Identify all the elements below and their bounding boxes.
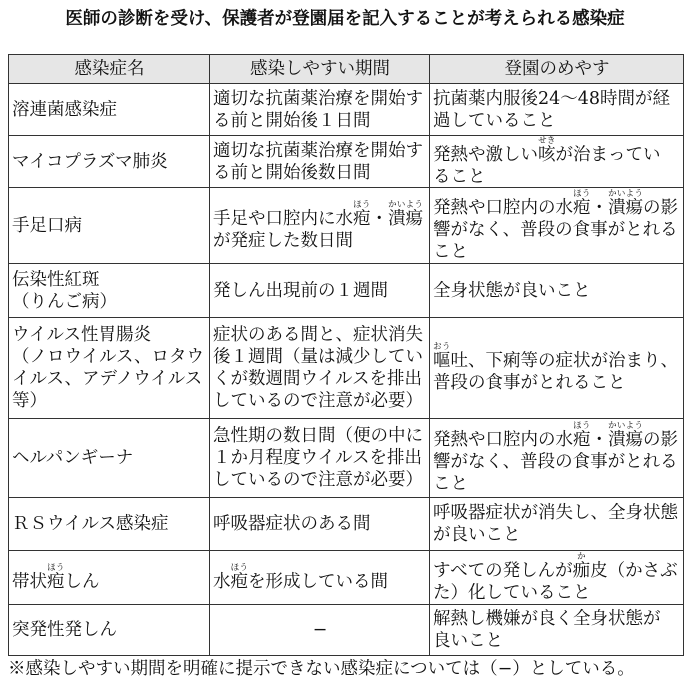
text-run: 帯状 bbox=[12, 571, 47, 592]
text-run: 適切な抗菌薬治療を開始す る前と開始後数日間 bbox=[213, 140, 423, 183]
text-run: 伝染性紅斑 （りんご病） bbox=[12, 269, 117, 312]
text-run: 発熱や口腔内の水 bbox=[433, 197, 573, 218]
cell-text bbox=[12, 324, 204, 412]
cell-text bbox=[433, 421, 678, 495]
cell-text bbox=[213, 88, 423, 132]
cell-attendance-guideline bbox=[430, 136, 684, 188]
ruby-annotated-text bbox=[572, 551, 591, 581]
text-run: 呼吸器症状のある間 bbox=[213, 514, 371, 534]
text-run: を形成している間 bbox=[248, 571, 388, 592]
text-run: 発しん出現前の１週間 bbox=[213, 280, 388, 301]
text-run: が治まってい ること bbox=[433, 144, 661, 187]
cell-text bbox=[433, 552, 678, 604]
text-run: 手足口病 bbox=[12, 215, 82, 236]
cell-text bbox=[213, 324, 423, 412]
cell-text bbox=[433, 136, 661, 188]
text-run: 皮（かさぶ た）化していること bbox=[433, 560, 678, 603]
text-run: 水 bbox=[213, 571, 231, 592]
ruby-reading: かいよう bbox=[608, 421, 643, 431]
header-attendance-guideline: 登園のめやす bbox=[430, 55, 684, 84]
text-run: すべての発しんが bbox=[433, 560, 573, 581]
ruby-annotated-text bbox=[353, 199, 371, 229]
text-run: ＲＳウイルス感染症 bbox=[12, 514, 169, 534]
cell-text bbox=[12, 151, 168, 173]
footnote: ※感染しやすい期間を明確に提示できない感染症については（−）としている。 bbox=[8, 659, 635, 679]
cell-disease-name bbox=[9, 264, 210, 318]
text-run: 溶連菌感染症 bbox=[12, 99, 117, 120]
cell-attendance-guideline bbox=[430, 419, 684, 498]
cell-infectious-period bbox=[210, 264, 430, 318]
ruby-base: 咳 bbox=[538, 144, 556, 165]
ruby-base: 疱 bbox=[573, 197, 591, 218]
cell-infectious-period bbox=[210, 419, 430, 498]
text-run: 発熱や激しい bbox=[433, 144, 538, 165]
ruby-reading: せき bbox=[538, 135, 556, 146]
text-run: 症状のある間と、症状消失 後１週間（量は減少してい くが数週間ウイルスを排出 しているので注意が必要） bbox=[213, 325, 423, 411]
ruby-base: 疱 bbox=[47, 571, 65, 592]
cell-infectious-period bbox=[210, 498, 430, 551]
cell-text bbox=[12, 619, 117, 641]
text-run: 呼吸器症状が消失し、全身状態 が良いこと bbox=[433, 503, 678, 545]
text-run: ウイルス性胃腸炎 （ノロウイルス、ロタウ イルス、アデノウイルス 等） bbox=[12, 325, 204, 411]
cell-disease-name bbox=[9, 498, 210, 551]
cell-infectious-period bbox=[210, 318, 430, 419]
cell-infectious-period bbox=[210, 84, 430, 136]
ruby-annotated-text bbox=[47, 562, 65, 592]
ruby-base: 潰瘍 bbox=[608, 197, 643, 218]
cell-attendance-guideline bbox=[430, 551, 684, 605]
cell-text bbox=[433, 608, 661, 652]
cell-attendance-guideline bbox=[430, 264, 684, 318]
cell-attendance-guideline bbox=[430, 605, 684, 656]
text-run: 突発性発しん bbox=[12, 620, 117, 640]
cell-text bbox=[433, 502, 678, 546]
ruby-base: 潰瘍 bbox=[608, 430, 643, 450]
cell-text bbox=[213, 513, 371, 535]
cell-disease-name bbox=[9, 605, 210, 656]
ruby-base: 嘔 bbox=[433, 351, 451, 371]
cell-text bbox=[12, 99, 117, 121]
text-run: の影 響がなく、普段の食事がとれる こと bbox=[433, 197, 678, 262]
text-run: 発熱や口腔内の水 bbox=[433, 430, 573, 450]
ruby-reading: ほう bbox=[353, 199, 371, 210]
cell-disease-name bbox=[9, 84, 210, 136]
cell-attendance-guideline bbox=[430, 318, 684, 419]
infection-table bbox=[8, 54, 684, 656]
text-run: 手足や口腔内に水 bbox=[213, 208, 353, 229]
ruby-base: 疱 bbox=[573, 430, 591, 450]
text-run: 急性期の数日間（便の中に １か月程度ウイルスを排出 しているので注意が必要） bbox=[213, 426, 423, 490]
cell-disease-name bbox=[9, 188, 210, 264]
ruby-base: 痂 bbox=[572, 560, 591, 581]
cell-attendance-guideline bbox=[430, 188, 684, 264]
cell-attendance-guideline bbox=[430, 84, 684, 136]
header-disease-name: 感染症名 bbox=[9, 55, 210, 84]
cell-text bbox=[213, 200, 423, 252]
ruby-base: 疱 bbox=[353, 208, 371, 229]
ruby-annotated-text bbox=[230, 562, 249, 592]
ruby-annotated-text bbox=[608, 421, 643, 450]
cell-text bbox=[213, 140, 423, 184]
ruby-annotated-text bbox=[573, 188, 591, 218]
cell-infectious-period bbox=[210, 188, 430, 264]
cell-text bbox=[433, 342, 678, 394]
cell-text bbox=[313, 619, 328, 641]
text-run: ヘルパンギーナ bbox=[12, 448, 134, 468]
header-infectious-period: 感染しやすい期間 bbox=[210, 55, 430, 84]
cell-disease-name bbox=[9, 419, 210, 498]
ruby-reading: かいよう bbox=[388, 199, 423, 210]
cell-text bbox=[213, 563, 388, 593]
ruby-annotated-text bbox=[573, 421, 591, 450]
text-run: − bbox=[312, 620, 328, 640]
text-run: 全身状態が良いこと bbox=[433, 280, 591, 301]
ruby-annotated-text bbox=[433, 342, 451, 371]
cell-text bbox=[433, 189, 678, 263]
ruby-reading: おう bbox=[433, 342, 451, 352]
cell-disease-name bbox=[9, 551, 210, 605]
cell-infectious-period bbox=[210, 136, 430, 188]
text-run: が発症した数日間 bbox=[213, 230, 353, 251]
cell-text bbox=[12, 269, 117, 313]
ruby-reading: ほう bbox=[47, 562, 65, 573]
ruby-reading: ほう bbox=[573, 421, 591, 431]
cell-text bbox=[12, 215, 82, 237]
text-run: ・ bbox=[590, 430, 608, 450]
cell-text bbox=[433, 280, 591, 302]
text-run: ・ bbox=[590, 197, 608, 218]
text-run: 吐、下痢等の症状が治まり、 普段の食事がとれること bbox=[433, 351, 678, 393]
ruby-reading: か bbox=[572, 551, 591, 562]
ruby-annotated-text bbox=[388, 199, 423, 229]
cell-text bbox=[213, 280, 388, 302]
ruby-base: 疱 bbox=[230, 571, 248, 592]
ruby-reading: ほう bbox=[230, 562, 248, 573]
ruby-annotated-text bbox=[538, 135, 556, 165]
cell-text bbox=[12, 447, 133, 469]
cell-text bbox=[213, 425, 423, 491]
text-run: ・ bbox=[370, 208, 388, 229]
cell-infectious-period bbox=[210, 551, 430, 605]
cell-disease-name bbox=[9, 136, 210, 188]
text-run: 適切な抗菌薬治療を開始す る前と開始後１日間 bbox=[213, 88, 423, 131]
ruby-base: 潰瘍 bbox=[388, 208, 423, 229]
text-run: マイコプラズマ肺炎 bbox=[12, 151, 168, 172]
ruby-reading: ほう bbox=[573, 188, 591, 199]
cell-text bbox=[433, 88, 670, 132]
cell-attendance-guideline bbox=[430, 498, 684, 551]
text-run: 解熱し機嫌が良く全身状態が 良いこと bbox=[433, 609, 661, 651]
text-run: しん bbox=[64, 571, 100, 592]
cell-text bbox=[12, 513, 168, 535]
page-title: 医師の診断を受け、保護者が登園届を記入することが考えられる感染症 bbox=[65, 9, 625, 29]
ruby-reading: かいよう bbox=[608, 188, 643, 199]
cell-text bbox=[12, 563, 100, 593]
cell-infectious-period bbox=[210, 605, 430, 656]
cell-disease-name bbox=[9, 318, 210, 419]
text-run: 抗菌薬内服後24～48時間が経 過していること bbox=[433, 88, 671, 131]
ruby-annotated-text bbox=[608, 188, 643, 218]
text-run: の影 響がなく、普段の食事がとれる こと bbox=[433, 430, 678, 494]
